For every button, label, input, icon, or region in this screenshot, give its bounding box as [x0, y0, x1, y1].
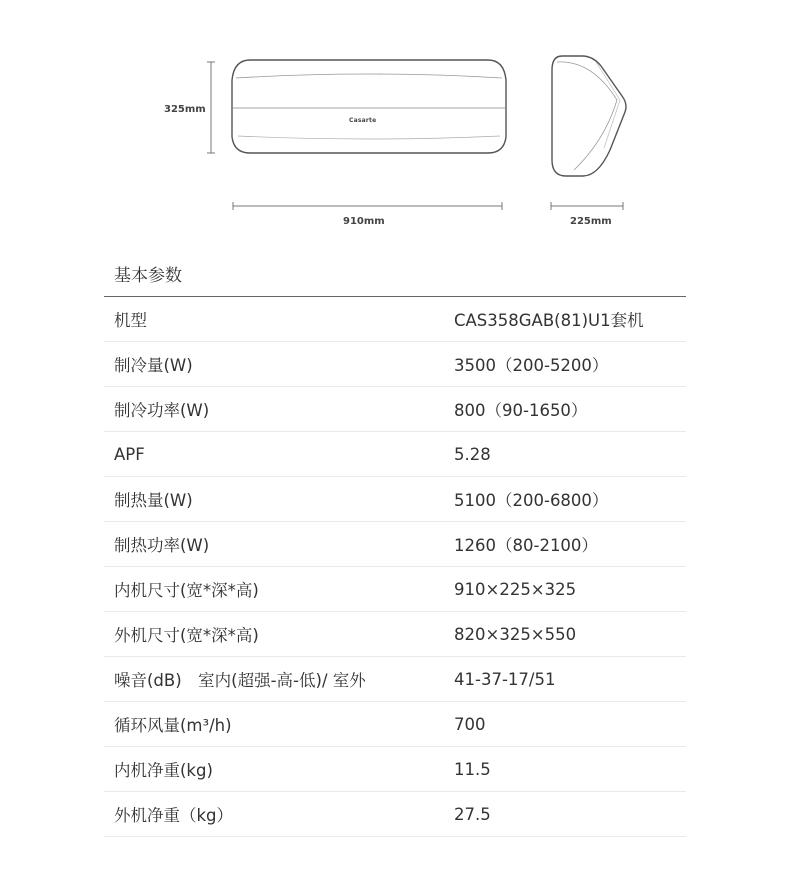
spec-row-heating-capacity — [104, 477, 686, 522]
spec-value: 800（90-1650） — [454, 401, 588, 420]
spec-row-cooling-capacity — [104, 342, 686, 387]
depth-label: 225mm — [570, 216, 612, 227]
spec-value: 5.28 — [454, 444, 491, 464]
height-label: 325mm — [164, 104, 206, 115]
spec-value: 700 — [454, 714, 486, 734]
side-view — [552, 56, 626, 176]
spec-label: 内机尺寸(宽*深*高) — [114, 581, 259, 600]
spec-value: 11.5 — [454, 759, 491, 779]
spec-value: 3500（200-5200） — [454, 356, 609, 375]
spec-value: CAS358GAB(81)U1套机 — [454, 311, 644, 330]
spec-row-model — [104, 297, 686, 342]
depth-dimension-line — [551, 202, 623, 210]
spec-label: 内机净重(kg) — [114, 761, 213, 780]
spec-value: 820×325×550 — [454, 624, 577, 644]
spec-value: 27.5 — [454, 804, 491, 824]
spec-label: 制热功率(W) — [114, 536, 210, 555]
dimension-diagram — [0, 0, 790, 240]
spec-value: 41-37-17/51 — [454, 669, 556, 689]
spec-value: 5100（200-6800） — [454, 491, 609, 510]
spec-label: 机型 — [114, 311, 147, 330]
spec-row-cooling-power — [104, 387, 686, 432]
spec-label: 制冷量(W) — [114, 356, 193, 375]
spec-label: 制冷功率(W) — [114, 401, 210, 420]
spec-row-airflow — [104, 702, 686, 747]
spec-table — [104, 296, 686, 837]
spec-row-apf — [104, 432, 686, 477]
spec-label: 外机净重（kg） — [114, 806, 234, 825]
spec-value: 1260（80-2100） — [454, 536, 598, 555]
spec-label: APF — [114, 444, 145, 464]
front-view — [232, 60, 506, 153]
spec-row-indoor-weight — [104, 747, 686, 792]
height-dimension-line — [207, 62, 215, 153]
spec-row-indoor-size — [104, 567, 686, 612]
section-title: 基本参数 — [114, 266, 182, 286]
ac-unit-drawing — [0, 0, 790, 240]
spec-label: 制热量(W) — [114, 491, 193, 510]
spec-row-noise — [104, 657, 686, 702]
spec-label: 循环风量(m³/h) — [114, 716, 232, 735]
width-dimension-line — [233, 202, 502, 210]
brand-logo: Casarte — [349, 117, 377, 124]
spec-label: 外机尺寸(宽*深*高) — [114, 626, 259, 645]
spec-label: 噪音(dB) 室内(超强-高-低)/ 室外 — [114, 671, 366, 690]
width-label: 910mm — [343, 216, 385, 227]
spec-row-heating-power — [104, 522, 686, 567]
spec-row-outdoor-size — [104, 612, 686, 657]
spec-row-outdoor-weight — [104, 792, 686, 837]
spec-value: 910×225×325 — [454, 579, 577, 599]
